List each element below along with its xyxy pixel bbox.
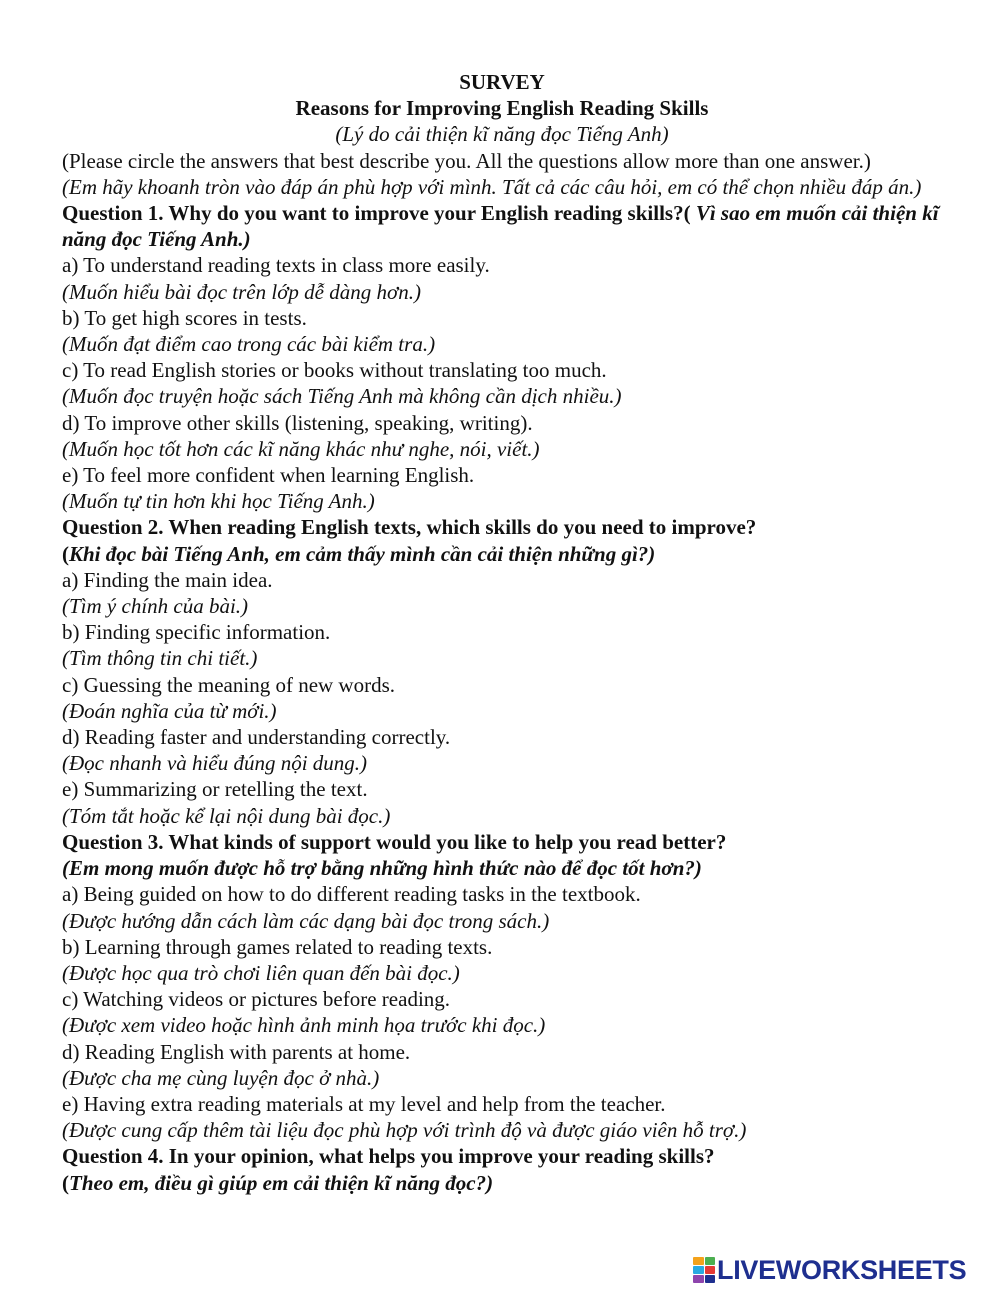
survey-document (62, 69, 942, 1196)
q3-option-c-vi: (Được xem video hoặc hình ảnh minh họa trước khi đọc.) (62, 1013, 546, 1038)
q1-option-e-vi: (Muốn tự tin hơn khi học Tiếng Anh.) (62, 489, 375, 514)
survey-subtitle: Reasons for Improving English Reading Skills (295, 96, 709, 121)
question-4-text: Question 4. In your opinion, what helps you improve your reading skills? (62, 1144, 715, 1169)
question-2-vi (62, 541, 942, 567)
q1-option-c[interactable]: c) To read English stories or books without translating too much. (62, 358, 607, 383)
q2-option-d[interactable]: d) Reading faster and understanding correctly. (62, 725, 451, 750)
logo-block (693, 1257, 704, 1265)
question-4-text-vi: Theo em, điều gì giúp em cải thiện kĩ năng đọc?) (69, 1170, 494, 1195)
q1-option-d-vi: (Muốn học tốt hơn các kĩ năng khác như nghe, nói, viết.) (62, 436, 540, 461)
q2-option-d-vi: (Đọc nhanh và hiểu đúng nội dung.) (62, 751, 368, 776)
q3-option-e-vi: (Được cung cấp thêm tài liệu đọc phù hợp với trình độ và được giáo viên hỗ trợ.) (62, 1118, 747, 1143)
question-1-text-vi: Vì sao em muốn cải thiện kĩ năng đọc Tiếng Anh.) (62, 201, 939, 252)
logo-block (693, 1266, 704, 1274)
question-2-text-vi: Khi đọc bài Tiếng Anh, em cảm thấy mình cần cải thiện những gì?) (69, 541, 656, 566)
question-4-vi (62, 1170, 942, 1196)
q1-option-a-vi: (Muốn hiểu bài đọc trên lớp dễ dàng hơn.) (62, 279, 421, 304)
logo-block (705, 1257, 716, 1265)
q2-option-e-vi: (Tóm tắt hoặc kể lại nội dung bài đọc.) (62, 803, 391, 828)
q3-option-b-vi: (Được học qua trò chơi liên quan đến bài đọc.) (62, 960, 460, 985)
q3-option-d[interactable]: d) Reading English with parents at home. (62, 1039, 411, 1064)
survey-subtitle-vi: (Lý do cải thiện kĩ năng đọc Tiếng Anh) (335, 122, 669, 147)
question-4-vi-open: ( (62, 1170, 69, 1195)
logo-block (705, 1266, 716, 1274)
question-1 (62, 200, 942, 252)
q2-option-e[interactable]: e) Summarizing or retelling the text. (62, 777, 368, 802)
q1-option-d[interactable]: d) To improve other skills (listening, speaking, writing). (62, 410, 533, 435)
instruction-text: (Please circle the answers that best describe you. All the questions allow more than one answer.) (62, 148, 871, 173)
q2-option-c[interactable]: c) Guessing the meaning of new words. (62, 672, 396, 697)
liveworksheets-logo[interactable] (693, 1255, 966, 1285)
liveworksheets-logo-icon (693, 1257, 715, 1283)
logo-block (693, 1275, 704, 1283)
q3-option-d-vi: (Được cha mẹ cùng luyện đọc ở nhà.) (62, 1065, 380, 1090)
q2-option-a-vi: (Tìm ý chính của bài.) (62, 594, 249, 619)
question-2-text: Question 2. When reading English texts, which skills do you need to improve? (62, 515, 757, 540)
logo-block (705, 1275, 716, 1283)
q2-option-b-vi: (Tìm thông tin chi tiết.) (62, 646, 258, 671)
q3-option-b[interactable]: b) Learning through games related to reading texts. (62, 934, 493, 959)
question-1-text: Question 1. Why do you want to improve your English reading skills?( (62, 201, 691, 226)
instruction-text-vi: (Em hãy khoanh tròn vào đáp án phù hợp với mình. Tất cả các câu hỏi, em có thể chọn nhiều đáp án.) (62, 174, 922, 199)
q1-option-a[interactable]: a) To understand reading texts in class more easily. (62, 253, 490, 278)
q3-option-a[interactable]: a) Being guided on how to do different reading tasks in the textbook. (62, 882, 641, 907)
q2-option-b[interactable]: b) Finding specific information. (62, 620, 331, 645)
q1-option-c-vi: (Muốn đọc truyện hoặc sách Tiếng Anh mà không cần dịch nhiều.) (62, 384, 622, 409)
q1-option-b-vi: (Muốn đạt điểm cao trong các bài kiểm tra.) (62, 332, 436, 357)
liveworksheets-logo-text: LIVEWORKSHEETS (717, 1254, 967, 1285)
question-3-text-vi: (Em mong muốn được hỗ trợ bằng những hình thức nào để đọc tốt hơn?) (62, 856, 702, 881)
survey-title: SURVEY (459, 70, 545, 94)
question-2-vi-open: ( (62, 541, 69, 566)
q3-option-e[interactable]: e) Having extra reading materials at my level and help from the teacher. (62, 1091, 666, 1116)
q1-option-b[interactable]: b) To get high scores in tests. (62, 305, 307, 330)
q2-option-c-vi: (Đoán nghĩa của từ mới.) (62, 698, 277, 723)
q3-option-a-vi: (Được hướng dẫn cách làm các dạng bài đọc trong sách.) (62, 908, 550, 933)
q1-option-e[interactable]: e) To feel more confident when learning English. (62, 463, 475, 488)
question-3-text: Question 3. What kinds of support would you like to help you read better? (62, 829, 727, 854)
q3-option-c[interactable]: c) Watching videos or pictures before reading. (62, 987, 451, 1012)
q2-option-a[interactable]: a) Finding the main idea. (62, 567, 273, 592)
